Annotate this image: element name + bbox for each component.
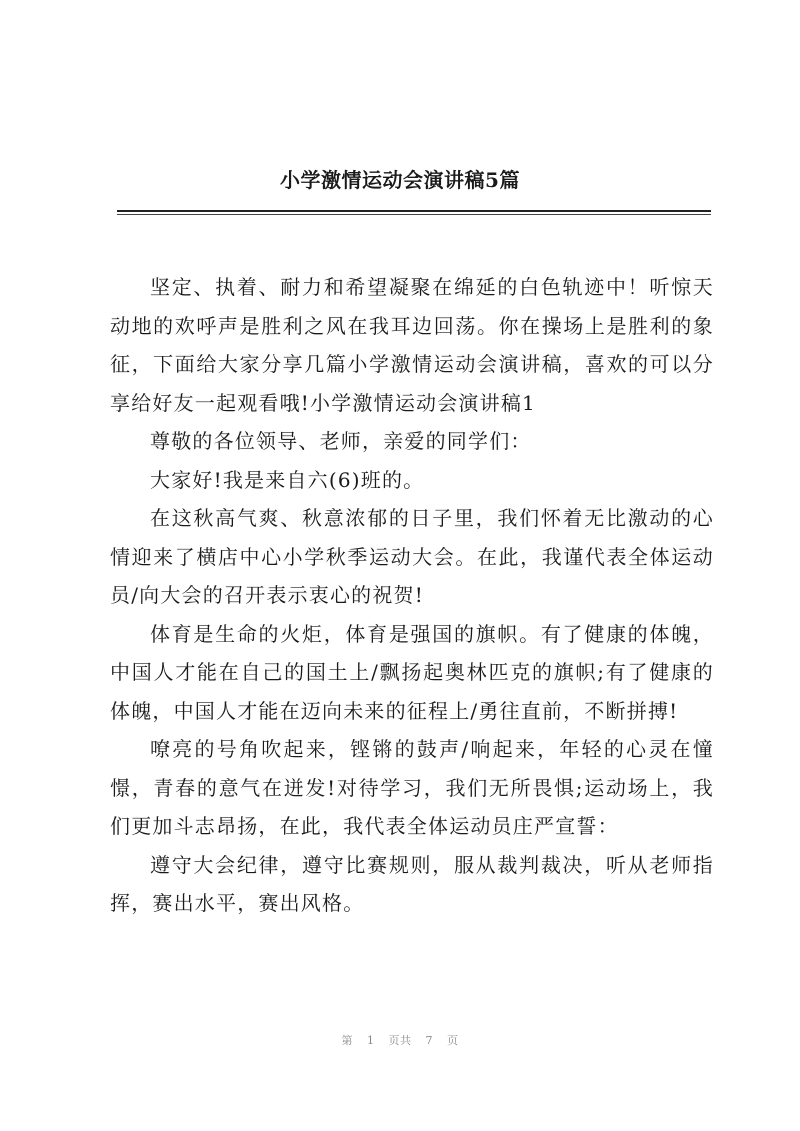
paragraph: 尊敬的各位领导、老师，亲爱的同学们： xyxy=(150,429,532,453)
title-rule xyxy=(117,210,711,212)
footer-suffix: 页 xyxy=(447,1034,459,1047)
paragraph: 大家好!我是来自六(6)班的。 xyxy=(150,467,425,492)
title-rule-thin xyxy=(117,214,711,215)
paragraph: 坚定、执着、耐力和希望凝聚在绵延的白色轨迹中！听惊天动地的欢呼声是胜利之风在我耳边回荡。你在操场上是胜利的象征，下面给大家分享几篇小学激情运动会演讲稿，喜欢的可以分享给好友一起观看哦!小学激情运动会演讲稿1 xyxy=(110,275,714,415)
document-body xyxy=(110,268,714,923)
footer-current-page: 1 xyxy=(367,1034,375,1047)
paragraph: 遵守大会纪律，遵守比赛规则，服从裁判裁决，听从老师指挥，赛出水平，赛出风格。 xyxy=(110,852,714,915)
page-footer xyxy=(0,1032,800,1048)
paragraph: 体育是生命的火炬，体育是强国的旗帜。有了健康的体魄，中国人才能在自己的国土上/飘扬起奥林匹克的旗帜;有了健康的体魄，中国人才能在迈向未来的征程上/勇往直前，不断拼搏! xyxy=(110,621,714,723)
footer-prefix: 第 xyxy=(341,1034,353,1047)
footer-total-pages: 7 xyxy=(425,1034,433,1047)
paragraph: 在这秋高气爽、秋意浓郁的日子里，我们怀着无比激动的心情迎来了横店中心小学秋季运动大会。在此，我谨代表全体运动员/向大会的召开表示衷心的祝贺! xyxy=(110,506,714,607)
paragraph: 嘹亮的号角吹起来，铿锵的鼓声/响起来，年轻的心灵在憧憬，青春的意气在迸发!对待学习，我们无所畏惧;运动场上，我们更加斗志昂扬，在此，我代表全体运动员庄严宣誓： xyxy=(110,737,714,838)
document-title: 小学激情运动会演讲稿5篇 xyxy=(280,168,520,192)
footer-middle: 页共 xyxy=(388,1034,412,1047)
